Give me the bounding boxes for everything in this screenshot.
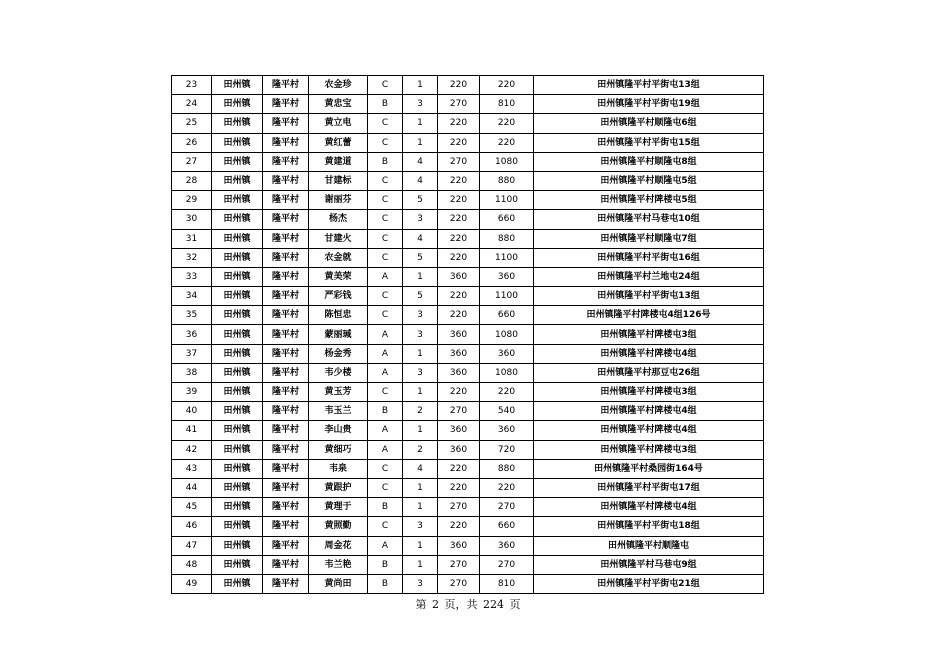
town-cell: 田州镇 bbox=[212, 229, 263, 248]
table-row bbox=[172, 574, 764, 593]
table-row bbox=[172, 287, 764, 306]
standard-cell: 220 bbox=[438, 459, 480, 478]
village-cell: 隆平村 bbox=[263, 133, 309, 152]
town-cell: 田州镇 bbox=[212, 517, 263, 536]
count-cell: 3 bbox=[403, 306, 438, 325]
row-number: 29 bbox=[172, 191, 212, 210]
table-row bbox=[172, 402, 764, 421]
row-number: 49 bbox=[172, 574, 212, 593]
table-row bbox=[172, 421, 764, 440]
address-cell: 田州镇隆平村陴楼屯3组 bbox=[534, 325, 764, 344]
table-row bbox=[172, 363, 764, 382]
amount-cell: 1100 bbox=[480, 191, 534, 210]
table-row bbox=[172, 517, 764, 536]
village-cell: 隆平村 bbox=[263, 383, 309, 402]
row-number: 36 bbox=[172, 325, 212, 344]
town-cell: 田州镇 bbox=[212, 325, 263, 344]
town-cell: 田州镇 bbox=[212, 95, 263, 114]
standard-cell: 360 bbox=[438, 363, 480, 382]
standard-cell: 220 bbox=[438, 517, 480, 536]
name-cell: 韦泉 bbox=[309, 459, 368, 478]
row-number: 34 bbox=[172, 287, 212, 306]
table-row bbox=[172, 76, 764, 95]
address-cell: 田州镇隆平村顺隆屯 bbox=[534, 536, 764, 555]
row-number: 31 bbox=[172, 229, 212, 248]
grade-cell: C bbox=[368, 191, 403, 210]
row-number: 24 bbox=[172, 95, 212, 114]
row-number: 23 bbox=[172, 76, 212, 95]
count-cell: 5 bbox=[403, 287, 438, 306]
town-cell: 田州镇 bbox=[212, 555, 263, 574]
village-cell: 隆平村 bbox=[263, 478, 309, 497]
name-cell: 黄尚田 bbox=[309, 574, 368, 593]
name-cell: 黄细巧 bbox=[309, 440, 368, 459]
grade-cell: B bbox=[368, 574, 403, 593]
address-cell: 田州镇隆平村顺隆屯8组 bbox=[534, 152, 764, 171]
amount-cell: 270 bbox=[480, 555, 534, 574]
count-cell: 1 bbox=[403, 344, 438, 363]
amount-cell: 810 bbox=[480, 574, 534, 593]
table-row bbox=[172, 536, 764, 555]
amount-cell: 360 bbox=[480, 267, 534, 286]
grade-cell: A bbox=[368, 267, 403, 286]
grade-cell: C bbox=[368, 459, 403, 478]
amount-cell: 360 bbox=[480, 344, 534, 363]
amount-cell: 1100 bbox=[480, 248, 534, 267]
town-cell: 田州镇 bbox=[212, 287, 263, 306]
count-cell: 4 bbox=[403, 459, 438, 478]
village-cell: 隆平村 bbox=[263, 114, 309, 133]
address-cell: 田州镇隆平村陴楼屯4组 bbox=[534, 498, 764, 517]
village-cell: 隆平村 bbox=[263, 267, 309, 286]
count-cell: 4 bbox=[403, 229, 438, 248]
grade-cell: A bbox=[368, 421, 403, 440]
table-row bbox=[172, 344, 764, 363]
standard-cell: 220 bbox=[438, 383, 480, 402]
count-cell: 5 bbox=[403, 248, 438, 267]
name-cell: 农金就 bbox=[309, 248, 368, 267]
table-row bbox=[172, 555, 764, 574]
row-number: 45 bbox=[172, 498, 212, 517]
name-cell: 黄建道 bbox=[309, 152, 368, 171]
standard-cell: 220 bbox=[438, 478, 480, 497]
household-table bbox=[171, 75, 764, 594]
grade-cell: C bbox=[368, 114, 403, 133]
count-cell: 4 bbox=[403, 171, 438, 190]
standard-cell: 220 bbox=[438, 248, 480, 267]
village-cell: 隆平村 bbox=[263, 191, 309, 210]
standard-cell: 360 bbox=[438, 440, 480, 459]
row-number: 46 bbox=[172, 517, 212, 536]
address-cell: 田州镇隆平村顺隆屯6组 bbox=[534, 114, 764, 133]
row-number: 35 bbox=[172, 306, 212, 325]
village-cell: 隆平村 bbox=[263, 421, 309, 440]
standard-cell: 220 bbox=[438, 287, 480, 306]
town-cell: 田州镇 bbox=[212, 306, 263, 325]
row-number: 27 bbox=[172, 152, 212, 171]
name-cell: 农金珍 bbox=[309, 76, 368, 95]
address-cell: 田州镇隆平村平街屯13组 bbox=[534, 76, 764, 95]
town-cell: 田州镇 bbox=[212, 383, 263, 402]
amount-cell: 660 bbox=[480, 306, 534, 325]
address-cell: 田州镇隆平村平街屯15组 bbox=[534, 133, 764, 152]
table-row bbox=[172, 325, 764, 344]
address-cell: 田州镇隆平村平街屯21组 bbox=[534, 574, 764, 593]
name-cell: 黄照勤 bbox=[309, 517, 368, 536]
address-cell: 田州镇隆平村马巷屯10组 bbox=[534, 210, 764, 229]
name-cell: 黄玉芳 bbox=[309, 383, 368, 402]
amount-cell: 1080 bbox=[480, 152, 534, 171]
row-number: 42 bbox=[172, 440, 212, 459]
count-cell: 2 bbox=[403, 440, 438, 459]
address-cell: 田州镇隆平村顺隆屯7组 bbox=[534, 229, 764, 248]
address-cell: 田州镇隆平村桑园街164号 bbox=[534, 459, 764, 478]
name-cell: 黄理于 bbox=[309, 498, 368, 517]
town-cell: 田州镇 bbox=[212, 363, 263, 382]
count-cell: 3 bbox=[403, 210, 438, 229]
town-cell: 田州镇 bbox=[212, 459, 263, 478]
row-number: 38 bbox=[172, 363, 212, 382]
footer-page-number: 2 bbox=[432, 598, 439, 611]
village-cell: 隆平村 bbox=[263, 574, 309, 593]
count-cell: 1 bbox=[403, 267, 438, 286]
standard-cell: 360 bbox=[438, 267, 480, 286]
grade-cell: B bbox=[368, 555, 403, 574]
name-cell: 韦兰艳 bbox=[309, 555, 368, 574]
amount-cell: 360 bbox=[480, 536, 534, 555]
village-cell: 隆平村 bbox=[263, 325, 309, 344]
row-number: 41 bbox=[172, 421, 212, 440]
standard-cell: 220 bbox=[438, 229, 480, 248]
town-cell: 田州镇 bbox=[212, 478, 263, 497]
name-cell: 杨金秀 bbox=[309, 344, 368, 363]
footer-prefix: 第 bbox=[415, 598, 427, 611]
amount-cell: 880 bbox=[480, 229, 534, 248]
address-cell: 田州镇隆平村那豆屯26组 bbox=[534, 363, 764, 382]
standard-cell: 270 bbox=[438, 555, 480, 574]
count-cell: 1 bbox=[403, 114, 438, 133]
row-number: 30 bbox=[172, 210, 212, 229]
table-row bbox=[172, 478, 764, 497]
amount-cell: 1080 bbox=[480, 325, 534, 344]
village-cell: 隆平村 bbox=[263, 363, 309, 382]
table-row bbox=[172, 171, 764, 190]
standard-cell: 360 bbox=[438, 421, 480, 440]
village-cell: 隆平村 bbox=[263, 229, 309, 248]
count-cell: 3 bbox=[403, 95, 438, 114]
standard-cell: 220 bbox=[438, 210, 480, 229]
name-cell: 杨杰 bbox=[309, 210, 368, 229]
name-cell: 周金花 bbox=[309, 536, 368, 555]
grade-cell: C bbox=[368, 229, 403, 248]
address-cell: 田州镇隆平村兰地屯24组 bbox=[534, 267, 764, 286]
table-row bbox=[172, 191, 764, 210]
amount-cell: 220 bbox=[480, 383, 534, 402]
village-cell: 隆平村 bbox=[263, 459, 309, 478]
row-number: 33 bbox=[172, 267, 212, 286]
address-cell: 田州镇隆平村陴楼屯5组 bbox=[534, 191, 764, 210]
grade-cell: C bbox=[368, 306, 403, 325]
village-cell: 隆平村 bbox=[263, 287, 309, 306]
name-cell: 甘建标 bbox=[309, 171, 368, 190]
count-cell: 2 bbox=[403, 402, 438, 421]
table-row bbox=[172, 498, 764, 517]
village-cell: 隆平村 bbox=[263, 517, 309, 536]
town-cell: 田州镇 bbox=[212, 440, 263, 459]
row-number: 43 bbox=[172, 459, 212, 478]
town-cell: 田州镇 bbox=[212, 402, 263, 421]
table-row bbox=[172, 440, 764, 459]
grade-cell: A bbox=[368, 440, 403, 459]
address-cell: 田州镇隆平村平街屯17组 bbox=[534, 478, 764, 497]
amount-cell: 540 bbox=[480, 402, 534, 421]
town-cell: 田州镇 bbox=[212, 191, 263, 210]
amount-cell: 660 bbox=[480, 210, 534, 229]
standard-cell: 270 bbox=[438, 152, 480, 171]
village-cell: 隆平村 bbox=[263, 536, 309, 555]
grade-cell: C bbox=[368, 383, 403, 402]
address-cell: 田州镇隆平村顺隆屯5组 bbox=[534, 171, 764, 190]
name-cell: 甘建火 bbox=[309, 229, 368, 248]
count-cell: 1 bbox=[403, 383, 438, 402]
count-cell: 3 bbox=[403, 363, 438, 382]
count-cell: 5 bbox=[403, 191, 438, 210]
grade-cell: A bbox=[368, 325, 403, 344]
name-cell: 黄跟护 bbox=[309, 478, 368, 497]
table-row bbox=[172, 229, 764, 248]
grade-cell: B bbox=[368, 152, 403, 171]
grade-cell: C bbox=[368, 171, 403, 190]
village-cell: 隆平村 bbox=[263, 402, 309, 421]
grade-cell: B bbox=[368, 95, 403, 114]
town-cell: 田州镇 bbox=[212, 133, 263, 152]
count-cell: 1 bbox=[403, 536, 438, 555]
town-cell: 田州镇 bbox=[212, 114, 263, 133]
name-cell: 蒙丽瑊 bbox=[309, 325, 368, 344]
village-cell: 隆平村 bbox=[263, 248, 309, 267]
town-cell: 田州镇 bbox=[212, 498, 263, 517]
grade-cell: C bbox=[368, 287, 403, 306]
address-cell: 田州镇隆平村陴楼屯3组 bbox=[534, 383, 764, 402]
village-cell: 隆平村 bbox=[263, 555, 309, 574]
town-cell: 田州镇 bbox=[212, 267, 263, 286]
standard-cell: 270 bbox=[438, 498, 480, 517]
count-cell: 3 bbox=[403, 325, 438, 344]
page-footer bbox=[0, 596, 936, 612]
address-cell: 田州镇隆平村平街屯19组 bbox=[534, 95, 764, 114]
table-row bbox=[172, 152, 764, 171]
count-cell: 1 bbox=[403, 421, 438, 440]
footer-middle: 页，共 bbox=[444, 598, 478, 611]
town-cell: 田州镇 bbox=[212, 76, 263, 95]
address-cell: 田州镇隆平村平街屯13组 bbox=[534, 287, 764, 306]
village-cell: 隆平村 bbox=[263, 152, 309, 171]
table-row bbox=[172, 248, 764, 267]
amount-cell: 220 bbox=[480, 76, 534, 95]
town-cell: 田州镇 bbox=[212, 574, 263, 593]
table-row bbox=[172, 267, 764, 286]
count-cell: 3 bbox=[403, 517, 438, 536]
address-cell: 田州镇隆平村陴楼屯4组 bbox=[534, 421, 764, 440]
village-cell: 隆平村 bbox=[263, 498, 309, 517]
row-number: 28 bbox=[172, 171, 212, 190]
standard-cell: 270 bbox=[438, 574, 480, 593]
footer-total-pages: 224 bbox=[483, 598, 504, 611]
village-cell: 隆平村 bbox=[263, 344, 309, 363]
table-row bbox=[172, 133, 764, 152]
amount-cell: 810 bbox=[480, 95, 534, 114]
name-cell: 黄忠宝 bbox=[309, 95, 368, 114]
standard-cell: 220 bbox=[438, 306, 480, 325]
count-cell: 1 bbox=[403, 555, 438, 574]
name-cell: 陈恒忠 bbox=[309, 306, 368, 325]
row-number: 32 bbox=[172, 248, 212, 267]
count-cell: 3 bbox=[403, 574, 438, 593]
row-number: 44 bbox=[172, 478, 212, 497]
name-cell: 黄立电 bbox=[309, 114, 368, 133]
town-cell: 田州镇 bbox=[212, 421, 263, 440]
village-cell: 隆平村 bbox=[263, 306, 309, 325]
town-cell: 田州镇 bbox=[212, 248, 263, 267]
grade-cell: A bbox=[368, 536, 403, 555]
row-number: 47 bbox=[172, 536, 212, 555]
grade-cell: C bbox=[368, 248, 403, 267]
grade-cell: C bbox=[368, 517, 403, 536]
standard-cell: 360 bbox=[438, 536, 480, 555]
footer-suffix: 页 bbox=[509, 598, 521, 611]
standard-cell: 270 bbox=[438, 95, 480, 114]
amount-cell: 220 bbox=[480, 133, 534, 152]
name-cell: 黄红蕾 bbox=[309, 133, 368, 152]
amount-cell: 1100 bbox=[480, 287, 534, 306]
town-cell: 田州镇 bbox=[212, 536, 263, 555]
standard-cell: 360 bbox=[438, 344, 480, 363]
town-cell: 田州镇 bbox=[212, 344, 263, 363]
grade-cell: A bbox=[368, 344, 403, 363]
name-cell: 韦玉兰 bbox=[309, 402, 368, 421]
row-number: 25 bbox=[172, 114, 212, 133]
name-cell: 谢丽芬 bbox=[309, 191, 368, 210]
table-row bbox=[172, 306, 764, 325]
amount-cell: 220 bbox=[480, 478, 534, 497]
table-row bbox=[172, 210, 764, 229]
count-cell: 1 bbox=[403, 133, 438, 152]
amount-cell: 360 bbox=[480, 421, 534, 440]
name-cell: 韦少楼 bbox=[309, 363, 368, 382]
grade-cell: A bbox=[368, 363, 403, 382]
standard-cell: 220 bbox=[438, 191, 480, 210]
row-number: 40 bbox=[172, 402, 212, 421]
grade-cell: B bbox=[368, 402, 403, 421]
grade-cell: C bbox=[368, 478, 403, 497]
count-cell: 1 bbox=[403, 76, 438, 95]
address-cell: 田州镇隆平村马巷屯9组 bbox=[534, 555, 764, 574]
town-cell: 田州镇 bbox=[212, 210, 263, 229]
name-cell: 李山贵 bbox=[309, 421, 368, 440]
count-cell: 4 bbox=[403, 152, 438, 171]
amount-cell: 220 bbox=[480, 114, 534, 133]
standard-cell: 220 bbox=[438, 114, 480, 133]
name-cell: 黄美荣 bbox=[309, 267, 368, 286]
amount-cell: 1080 bbox=[480, 363, 534, 382]
amount-cell: 720 bbox=[480, 440, 534, 459]
village-cell: 隆平村 bbox=[263, 76, 309, 95]
standard-cell: 220 bbox=[438, 76, 480, 95]
row-number: 48 bbox=[172, 555, 212, 574]
name-cell: 严彩钱 bbox=[309, 287, 368, 306]
count-cell: 1 bbox=[403, 478, 438, 497]
address-cell: 田州镇隆平村陴楼屯4组126号 bbox=[534, 306, 764, 325]
table-row bbox=[172, 383, 764, 402]
count-cell: 1 bbox=[403, 498, 438, 517]
amount-cell: 660 bbox=[480, 517, 534, 536]
village-cell: 隆平村 bbox=[263, 440, 309, 459]
amount-cell: 880 bbox=[480, 459, 534, 478]
address-cell: 田州镇隆平村陴楼屯3组 bbox=[534, 440, 764, 459]
address-cell: 田州镇隆平村平街屯18组 bbox=[534, 517, 764, 536]
address-cell: 田州镇隆平村平街屯16组 bbox=[534, 248, 764, 267]
table-row bbox=[172, 114, 764, 133]
row-number: 26 bbox=[172, 133, 212, 152]
standard-cell: 220 bbox=[438, 133, 480, 152]
grade-cell: C bbox=[368, 133, 403, 152]
address-cell: 田州镇隆平村陴楼屯4组 bbox=[534, 402, 764, 421]
row-number: 39 bbox=[172, 383, 212, 402]
standard-cell: 220 bbox=[438, 171, 480, 190]
amount-cell: 880 bbox=[480, 171, 534, 190]
town-cell: 田州镇 bbox=[212, 152, 263, 171]
grade-cell: B bbox=[368, 498, 403, 517]
grade-cell: C bbox=[368, 210, 403, 229]
village-cell: 隆平村 bbox=[263, 95, 309, 114]
table-row bbox=[172, 459, 764, 478]
village-cell: 隆平村 bbox=[263, 210, 309, 229]
standard-cell: 360 bbox=[438, 325, 480, 344]
table-row bbox=[172, 95, 764, 114]
address-cell: 田州镇隆平村陴楼屯4组 bbox=[534, 344, 764, 363]
town-cell: 田州镇 bbox=[212, 171, 263, 190]
village-cell: 隆平村 bbox=[263, 171, 309, 190]
row-number: 37 bbox=[172, 344, 212, 363]
grade-cell: C bbox=[368, 76, 403, 95]
amount-cell: 270 bbox=[480, 498, 534, 517]
standard-cell: 270 bbox=[438, 402, 480, 421]
